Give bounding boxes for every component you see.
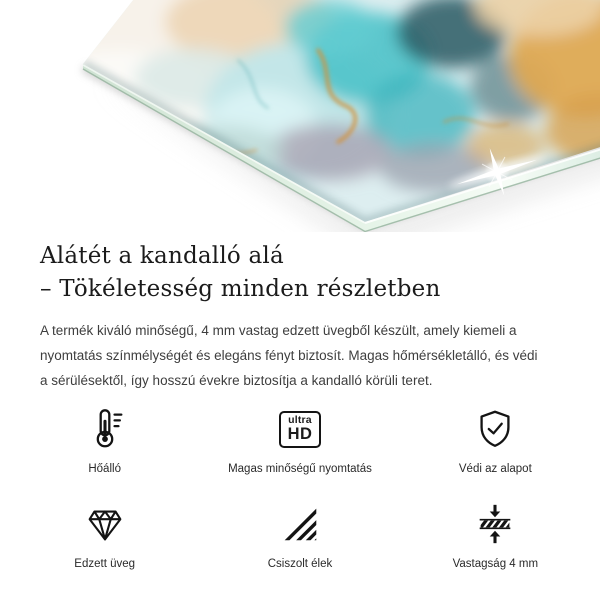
feature-label: Vastagság 4 mm bbox=[452, 558, 539, 570]
ultra-hd-badge-text-large: HD bbox=[287, 425, 313, 443]
thickness-arrows-icon bbox=[472, 500, 518, 548]
feature-label: Hőálló bbox=[88, 463, 121, 475]
feature-heat-resistant bbox=[7, 405, 202, 476]
polished-edges-icon bbox=[277, 500, 323, 548]
ultra-hd-icon bbox=[279, 405, 322, 453]
diamond-icon bbox=[82, 500, 128, 548]
glass-panel-illustration bbox=[0, 0, 600, 232]
feature-thickness bbox=[398, 500, 593, 571]
feature-label: Csiszolt élek bbox=[267, 558, 333, 570]
feature-tempered-glass bbox=[7, 500, 202, 571]
feature-label: Edzett üveg bbox=[74, 558, 136, 570]
thermometer-icon bbox=[82, 405, 128, 453]
feature-hd-print bbox=[202, 405, 397, 476]
product-description-text: A termék kiváló minőségű, 4 mm vastag edzett üvegből készült, amely kiemeli a nyomtatás színmélységét és elegáns fényt biztosít. Magas hőmérsékletálló, és védi a sérülésektől, így hosszú évekre biztosítja a kandalló körüli teret. bbox=[40, 323, 538, 388]
features-grid bbox=[7, 405, 593, 571]
feature-label: Védi az alapot bbox=[458, 463, 532, 475]
feature-label: Magas minőségű nyomtatás bbox=[228, 463, 372, 475]
product-image bbox=[0, 0, 600, 232]
page-title bbox=[40, 240, 560, 306]
page-title-line1: Alátét a kandalló alá bbox=[40, 243, 284, 269]
page-title-line2: – Tökéletesség minden részletben bbox=[40, 276, 441, 302]
feature-protects-base bbox=[398, 405, 593, 476]
ultra-hd-badge-text-small: ultra bbox=[288, 413, 312, 426]
shield-check-icon bbox=[472, 405, 518, 453]
feature-polished-edges bbox=[202, 500, 397, 571]
